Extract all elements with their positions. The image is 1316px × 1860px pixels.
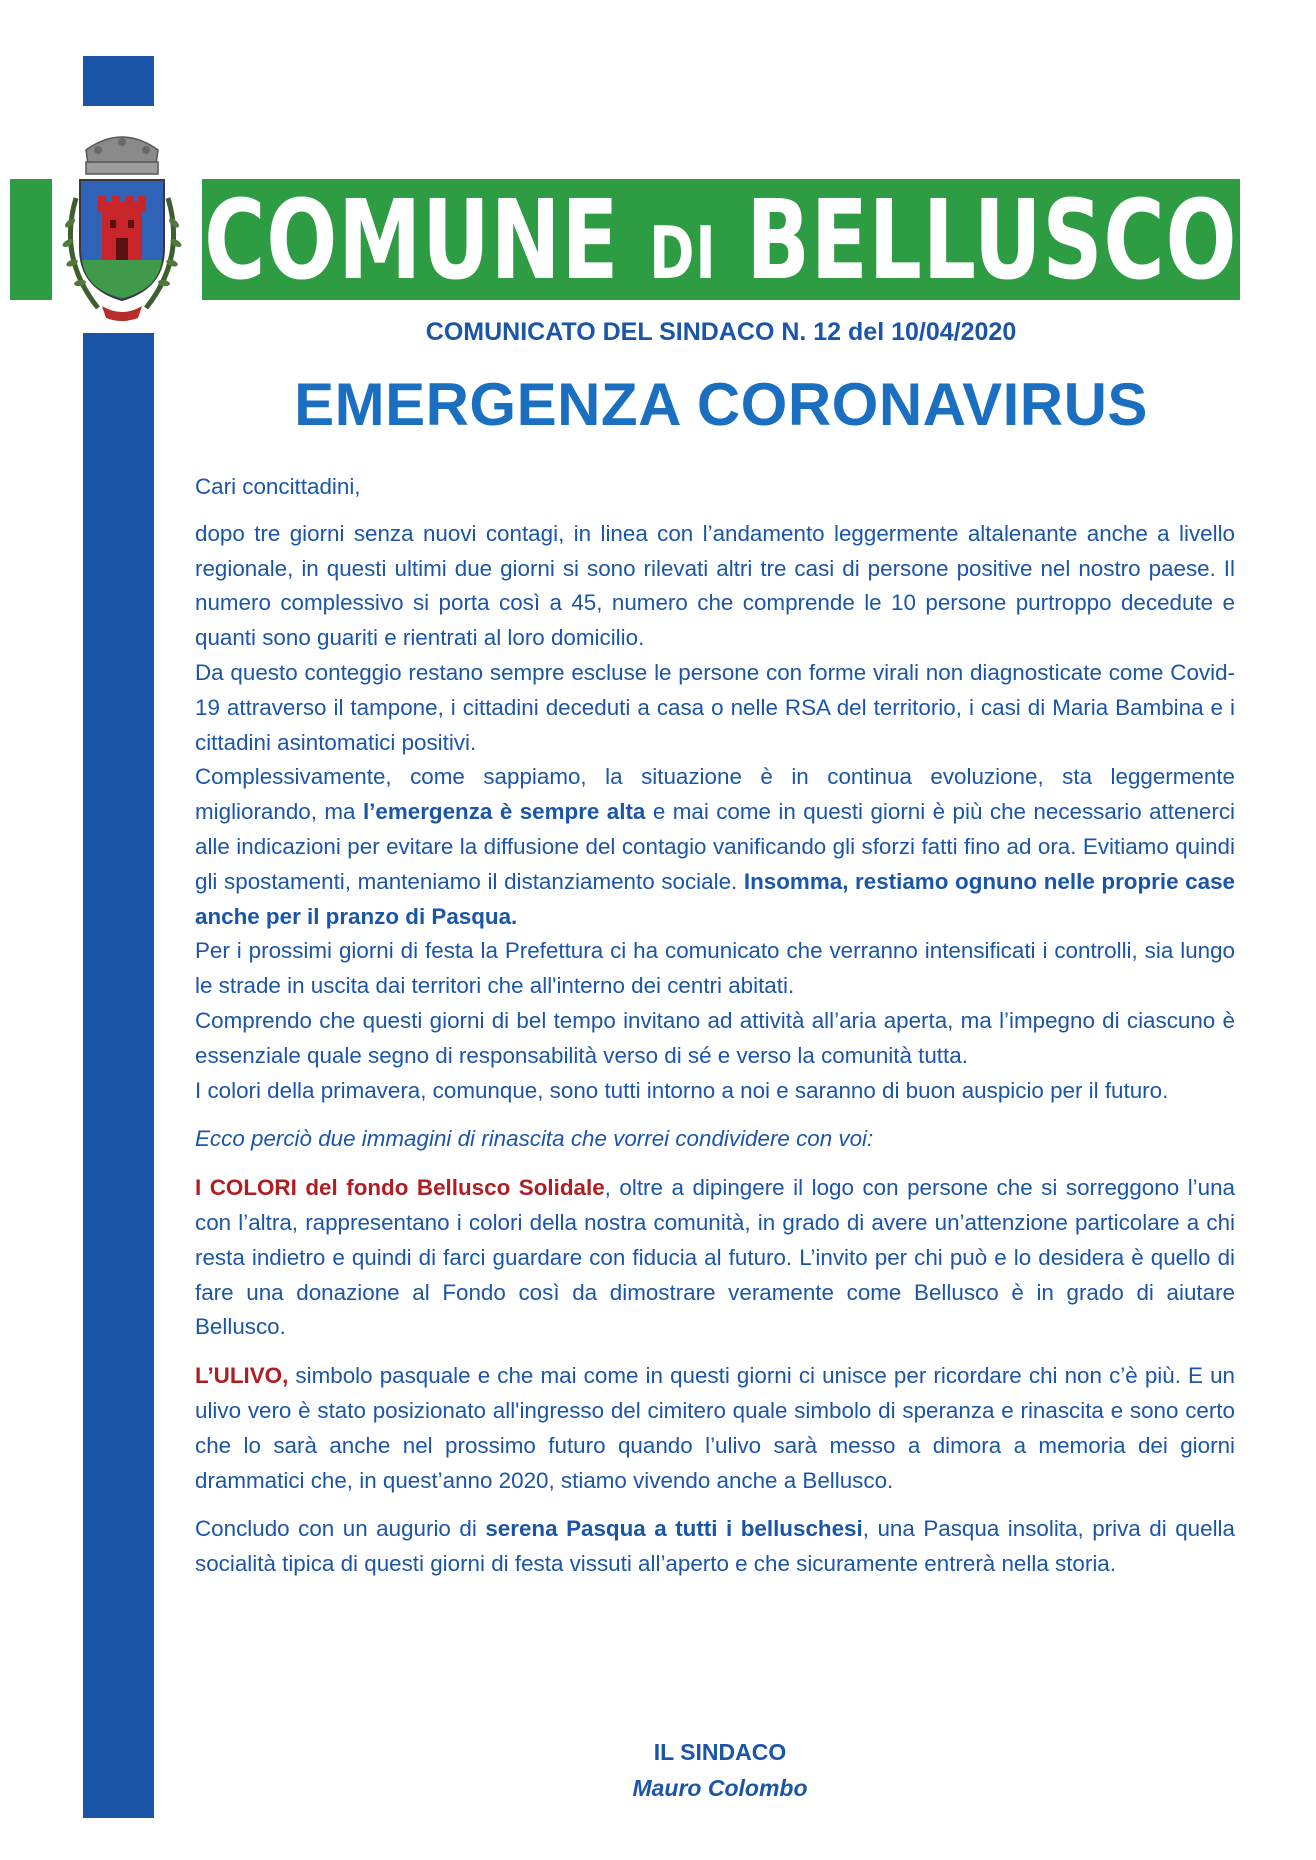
letter-body <box>195 470 1235 1582</box>
paragraph-3 <box>195 760 1235 934</box>
coat-of-arms-icon <box>58 128 186 323</box>
paragraph-10-text-a: Concludo con un augurio di <box>195 1516 486 1542</box>
paragraph-9-heading: L’ULIVO, <box>195 1363 289 1389</box>
paragraph-10 <box>195 1512 1235 1582</box>
paragraph-9 <box>195 1359 1235 1498</box>
municipality-banner <box>202 179 1240 300</box>
paragraph-3-text-a: Complessivamente, come sappiamo, la situazione è in continua evoluzione, sta leggermente migliorando, ma <box>195 764 1235 825</box>
blue-stripe-top <box>83 56 154 106</box>
communique-subtitle: COMUNICATO DEL SINDACO N. 12 del 10/04/2020 <box>425 318 1017 346</box>
blue-stripe <box>83 333 154 1818</box>
banner-word-comune: COMUNE <box>204 179 620 300</box>
paragraph-3-text-b: e mai come in questi giorni è più che necessario attenerci alle indicazioni per evitare la diffusione del contagio vanificando gli sforzi fatti fino ad ora. Evitiamo quindi gli spostamenti, manteniamo il distanziamento sociale. <box>195 799 1236 894</box>
signature-block <box>520 1734 920 1806</box>
green-stripe-left <box>10 179 52 300</box>
banner-word-town: BELLUSCO <box>746 179 1238 300</box>
paragraph-6: I colori della primavera, comunque, sono tutti intorno a noi e saranno di buon auspicio per il futuro. <box>195 1077 1169 1103</box>
signature-name: Mauro Colombo <box>632 1775 808 1801</box>
paragraph-4: Per i prossimi giorni di festa la Prefettura ci ha comunicato che verranno intensificati i controlli, sia lungo le strade in uscita dai territori che all'interno dei centri abitati. <box>195 938 1235 999</box>
banner-title <box>204 179 1238 300</box>
paragraph-10-text-b: , una Pasqua insolita, priva di quella socialità tipica di questi giorni di festa vissuti all’aperto e che sicuramente entrerà nella storia. <box>195 1516 1235 1577</box>
signature-title: IL SINDACO <box>653 1739 787 1765</box>
paragraph-9-text: simbolo pasquale e che mai come in questi giorni ci unisce per ricordare chi non c’è più. E un ulivo vero è stato posizionato all'ingresso del cimitero quale simbolo di speranza e rinascita e sono certo che lo sarà anche nel prossimo futuro quando l’ulivo sarà messo a dimora a memoria dei giorni drammatici che, in quest’anno 2020, stiamo vivendo anche a Bellusco. <box>195 1363 1235 1493</box>
paragraph-3-stay-home: Insomma, restiamo ognuno nelle proprie case anche per il pranzo di Pasqua. <box>195 868 1235 929</box>
paragraph-8-heading: I COLORI del fondo Bellusco Solidale <box>195 1175 605 1201</box>
paragraph-10-emphasis: serena Pasqua a tutti i belluschesi <box>485 1516 863 1542</box>
paragraph-7-intro: Ecco perciò due immagini di rinascita che vorrei condividere con voi: <box>195 1126 874 1152</box>
paragraph-2: Da questo conteggio restano sempre escluse le persone con forme virali non diagnosticate come Covid-19 attraverso il tampone, i cittadini deceduti a casa o nelle RSA del territorio, i casi di Maria Bambina e i cittadini asintomatici positivi. <box>195 659 1235 755</box>
paragraph-8-text: , oltre a dipingere il logo con persone che si sorreggono l’una con l’altra, rappresentano i colori della nostra comunità, in grado di avere un’attenzione particolare a chi resta indietro e quindi di farci guardare con fiducia al futuro. L’invito per chi può e lo desidera è quello di fare una donazione al Fondo così da dimostrare veramente come Bellusco è in grado di aiutare Bellusco. <box>195 1175 1236 1340</box>
greeting: Cari concittadini, <box>195 474 361 499</box>
paragraph-8 <box>195 1171 1235 1345</box>
banner-word-di: DI <box>649 210 717 295</box>
paragraph-3-emphasis: l’emergenza è sempre alta <box>362 799 646 825</box>
paragraph-5: Comprendo che questi giorni di bel tempo invitano ad attività all’aria aperta, ma l’impegno di ciascuno è essenziale quale segno di responsabilità verso di sé e verso la comunità tutta. <box>195 1007 1235 1068</box>
paragraph-1: dopo tre giorni senza nuovi contagi, in linea con l’andamento leggermente altalenante anche a livello regionale, in questi ultimi due giorni si sono rilevati altri tre casi di persone positive nel nostro paese. Il numero complessivo si porta così a 45, numero che comprende le 10 persone purtroppo decedute e quanti sono guariti e rientrati al loro domicilio. <box>195 520 1235 651</box>
page-title: EMERGENZA CORONAVIRUS <box>294 371 1148 438</box>
